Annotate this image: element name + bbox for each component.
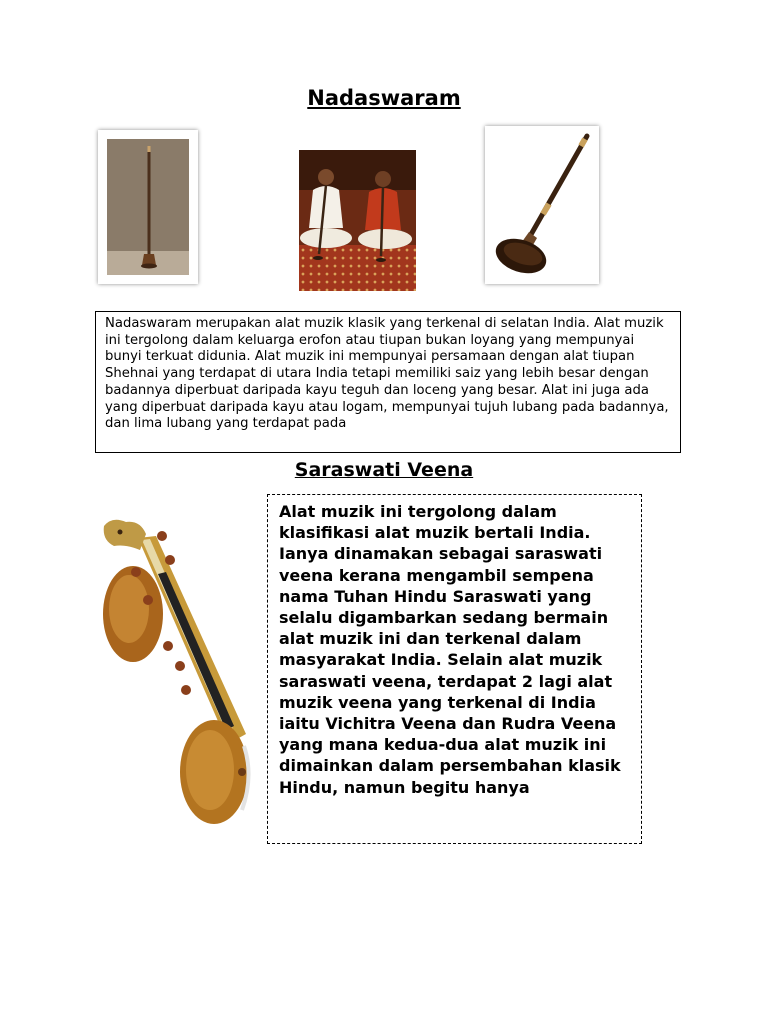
saraswati-veena-image	[96, 514, 252, 830]
nadaswaram-description: Nadaswaram merupakan alat muzik klasik yang terkenal di selatan India. Alat muzik ini tergolong dalam keluarga erofon atau tiupan bukan loyang yang mempunyai bunyi terkuat didunia. Alat muzik ini mempunyai persamaan dengan alat tiupan Shehnai yang terdapat di utara India tetapi memiliki saiz yang lebih besar dengan badannya diperbuat daripada kayu teguh dan loceng yang besar. Alat ini juga ada yang diperbuat daripada kayu atau logam, mempunyai tujuh lubang pada badannya, dan lima lubang yang terdapat pada	[95, 311, 681, 453]
nadaswaram-standing-photo	[98, 130, 198, 284]
saraswati-veena-title: Saraswati Veena	[294, 459, 474, 481]
nadaswaram-instrument-photo	[485, 126, 599, 284]
nadaswaram-players-photo	[299, 150, 416, 291]
nadaswaram-title: Nadaswaram	[307, 86, 461, 110]
saraswati-veena-description: Alat muzik ini tergolong dalam klasifikasi alat muzik bertali India. Ianya dinamakan sebagai saraswati veena kerana mengambil sempena nama Tuhan Hindu Saraswati yang selalu digambarkan sedang bermain alat muzik ini dan terkenal dalam masyarakat India. Selain alat muzik saraswati veena, terdapat 2 lagi alat muzik veena yang terkenal di India iaitu Vichitra Veena dan Rudra Veena yang mana kedua-dua alat muzik ini dimainkan dalam persembahan klasik Hindu, namun begitu hanya	[267, 494, 642, 844]
